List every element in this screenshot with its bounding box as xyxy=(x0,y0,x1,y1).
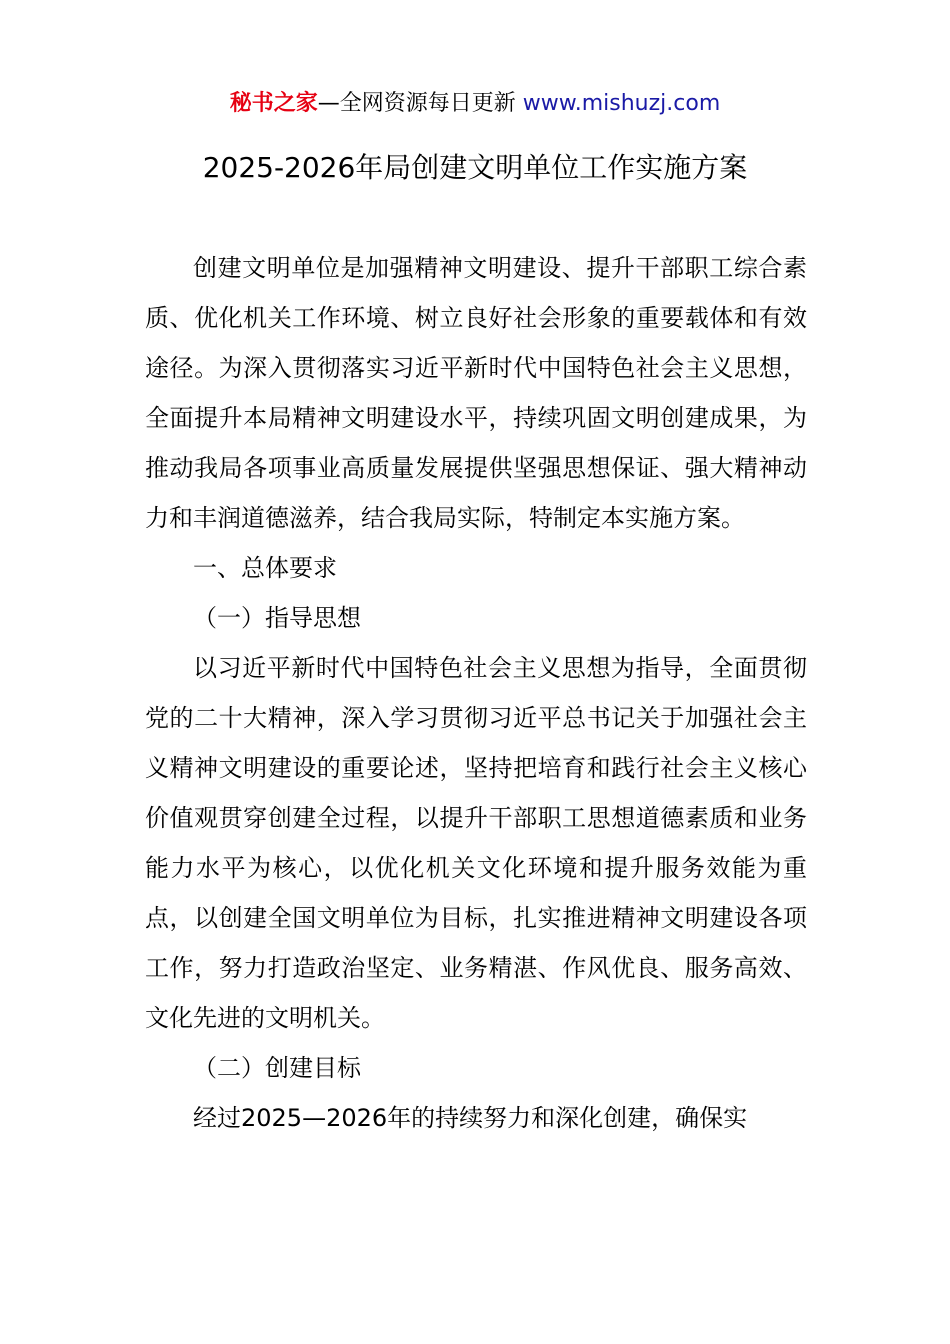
intro-paragraph: 创建文明单位是加强精神文明建设、提升干部职工综合素质、优化机关工作环境、树立良好社会形象的重要载体和有效途径。为深入贯彻落实习近平新时代中国特色社会主义思想，全面提升本局精神文明建设水平，持续巩固文明创建成果，为推动我局各项事业高质量发展提供坚强思想保证、强大精神动力和丰润道德滋养，结合我局实际，特制定本实施方案。 xyxy=(145,254,807,532)
section-heading-1: 一、总体要求 xyxy=(193,554,337,582)
goals-paragraph: 经过2025—2026年的持续努力和深化创建，确保实 xyxy=(193,1104,748,1132)
document-body xyxy=(145,243,807,1143)
document-title: 2025-2026年局创建文明单位工作实施方案 xyxy=(202,151,748,184)
header-tagline: —全网资源每日更新 xyxy=(317,91,516,116)
site-url-link[interactable]: www.mishuzj.com xyxy=(522,91,721,116)
subsection-heading-2: （二）创建目标 xyxy=(193,1054,361,1082)
guiding-ideology-paragraph: 以习近平新时代中国特色社会主义思想为指导，全面贯彻党的二十大精神，深入学习贯彻习近平总书记关于加强社会主义精神文明建设的重要论述，坚持把培育和践行社会主义核心价值观贯穿创建全过程，以提升干部职工思想道德素质和业务能力水平为核心，以优化机关文化环境和提升服务效能为重点，以创建全国文明单位为目标，扎实推进精神文明建设各项工作，努力打造政治坚定、业务精湛、作风优良、服务高效、文化先进的文明机关。 xyxy=(145,654,807,1032)
subsection-heading-1: （一）指导思想 xyxy=(193,604,361,632)
brand-name: 秘书之家 xyxy=(229,91,318,116)
site-header xyxy=(0,88,950,120)
